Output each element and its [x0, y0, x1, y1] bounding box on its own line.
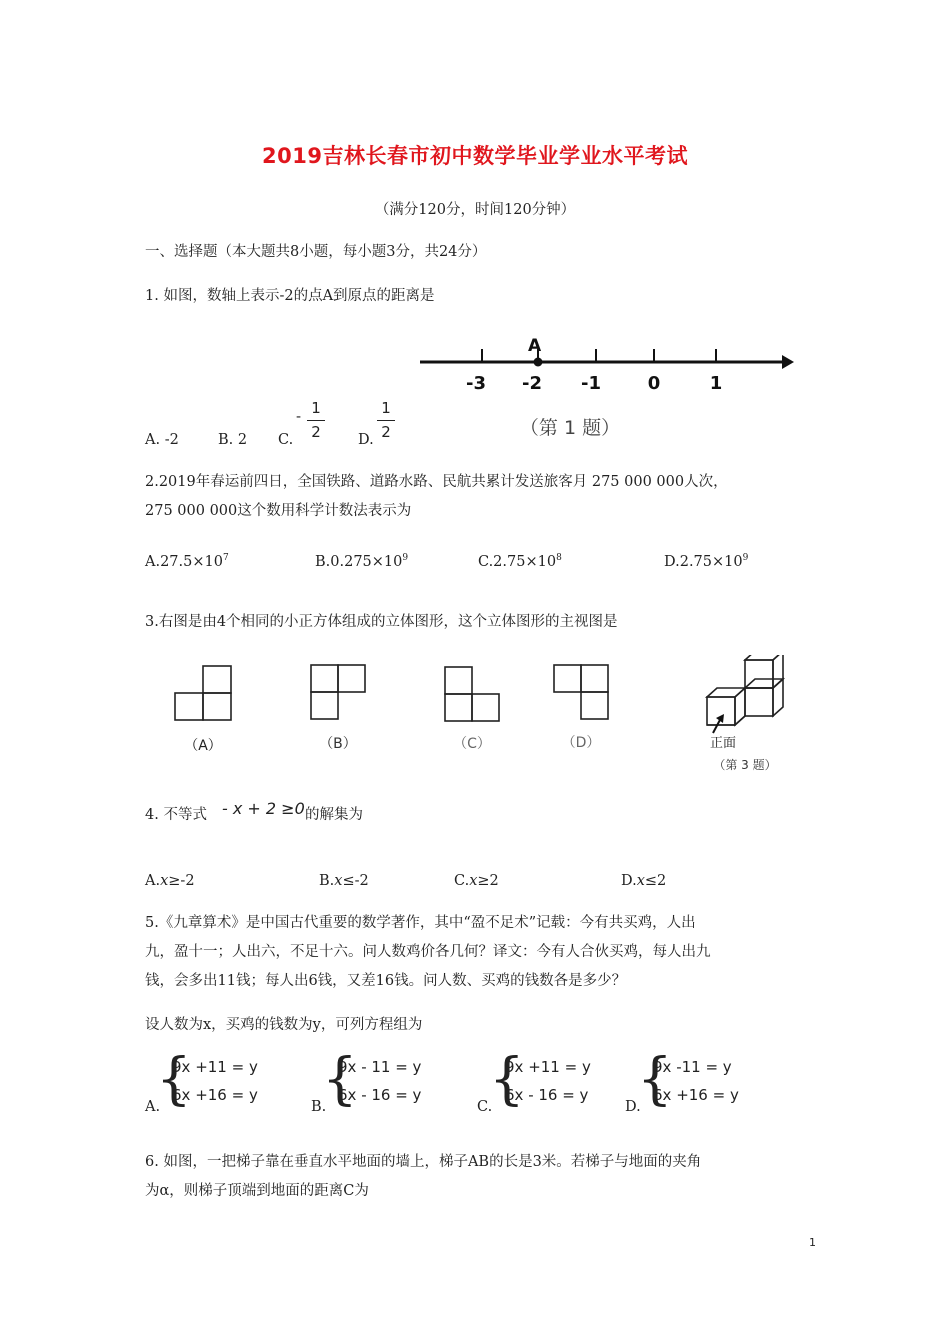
option-variable: x	[469, 873, 478, 889]
system-brace: {	[637, 1047, 673, 1112]
q5-option-a-system	[172, 1053, 258, 1109]
tick-label: 1	[709, 373, 723, 394]
figure-3-caption: （第 3 题）	[713, 758, 777, 772]
view-b-label: （B）	[319, 736, 357, 752]
q1-stem: 1. 如图，数轴上表示-2的点A到原点的距离是	[145, 288, 435, 304]
view-a-label: （A）	[184, 738, 222, 754]
q1-option-d-prefix: D.	[358, 432, 374, 448]
views-figure	[165, 655, 805, 780]
view-a-square	[203, 693, 231, 720]
view-c-label: （C）	[453, 736, 491, 752]
view-c-square	[472, 694, 499, 721]
equation: 6x +16 = y	[172, 1086, 258, 1104]
q2-option-c	[478, 548, 562, 572]
q5-stem-line1: 5.《九章算术》是中国古代重要的数学著作，其中“盈不足术”记载：今有共买鸡，人出	[145, 915, 696, 931]
q1-option-a: A. -2	[145, 432, 179, 448]
page-number: 1	[809, 1236, 816, 1249]
equation: 9x +11 = y	[505, 1058, 591, 1076]
number-line-figure	[410, 330, 800, 445]
view-c-square	[445, 694, 472, 721]
view-d-square	[554, 665, 581, 692]
fraction-numerator: 1	[381, 399, 391, 417]
q4-stem-prefix: 4. 不等式	[145, 807, 207, 823]
option-text: D.2.75×10	[664, 553, 743, 570]
exam-title: 2019吉林长春市初中数学毕业学业水平考试	[262, 144, 688, 168]
q4-option-c	[454, 871, 499, 891]
exam-subtitle: （满分120分，时间120分钟）	[374, 202, 576, 218]
q4-option-d	[621, 871, 666, 891]
option-text: ≥-2	[168, 873, 195, 889]
tick-label: 0	[647, 373, 661, 394]
option-text: A.27.5×10	[145, 553, 223, 570]
exponent: 9	[742, 553, 749, 563]
system-brace: {	[489, 1047, 525, 1112]
exponent: 7	[222, 553, 229, 563]
view-b-square	[338, 665, 365, 692]
q2-option-b	[315, 548, 408, 572]
q1-option-c-fraction	[307, 399, 325, 442]
option-variable: x	[160, 873, 169, 889]
section-heading: 一、选择题（本大题共8小题，每小题3分，共24分）	[145, 244, 487, 260]
view-b-square	[311, 665, 338, 692]
q4-option-a	[145, 871, 195, 891]
exponent: 9	[402, 553, 409, 563]
view-a-square	[203, 666, 231, 693]
equation: 6x - 16 = y	[338, 1086, 422, 1104]
option-letter: D.	[621, 873, 637, 889]
q5-stem-line2: 九，盈十一；人出六，不足十六。问人数鸡价各几何？译文：今有人合伙买鸡，每人出九	[145, 944, 711, 960]
tick-label: -1	[581, 373, 601, 394]
view-d-square	[581, 692, 608, 719]
q3-stem: 3.右图是由4个相同的小正方体组成的立体图形，这个立体图形的主视图是	[145, 614, 618, 630]
equation: 6x - 16 = y	[505, 1086, 589, 1104]
figure-1-caption: （第 1 题）	[519, 417, 621, 439]
exponent: 8	[556, 553, 562, 563]
cube-side-face	[773, 655, 783, 688]
q4-option-b	[319, 871, 369, 891]
option-variable: x	[636, 873, 645, 889]
q2-stem-line1: 2.2019年春运前四日，全国铁路、道路水路、民航共累计发送旅客月 275 000 000人次，	[145, 474, 728, 490]
fraction-denominator: 2	[311, 423, 321, 441]
equation: 9x -11 = y	[653, 1058, 732, 1076]
point-a-label: A	[528, 336, 542, 356]
equation: 9x - 11 = y	[338, 1058, 422, 1076]
q5-option-c-system	[505, 1053, 591, 1109]
equation: 9x +11 = y	[172, 1058, 258, 1076]
q2-stem-line2: 275 000 000这个数用科学计数法表示为	[145, 503, 412, 519]
view-c-square	[445, 667, 472, 694]
option-letter: C.	[454, 873, 470, 889]
q2-option-a	[145, 548, 229, 572]
option-variable: x	[334, 873, 343, 889]
q4-stem-suffix: 的解集为	[305, 807, 363, 823]
option-text: ≤2	[644, 873, 667, 889]
option-text: ≤-2	[342, 873, 369, 889]
q5-stem-line3: 钱，会多出11钱；每人出6钱，又差16钱。问人数、买鸡的钱数各是多少？	[145, 973, 627, 989]
option-letter: B.	[319, 873, 335, 889]
option-text: C.2.75×10	[478, 553, 557, 570]
fraction-numerator: 1	[311, 399, 321, 417]
q1-option-c-prefix: C.	[278, 432, 294, 448]
view-a-square	[175, 693, 203, 720]
option-text: ≥2	[477, 873, 499, 889]
q1-option-d-fraction	[377, 399, 395, 442]
q5-option-c-label: C.	[477, 1099, 493, 1115]
cube-front-face	[745, 688, 773, 716]
fraction-denominator: 2	[381, 423, 391, 441]
tick-label: -3	[466, 373, 486, 394]
q5-option-b-label: B.	[311, 1099, 327, 1115]
view-d-label: （D）	[561, 735, 601, 751]
q4-inequality: - x + 2 ≥0	[222, 799, 305, 818]
equation: 6x +16 = y	[653, 1086, 739, 1104]
front-label: 正面	[710, 736, 737, 751]
q5-stem-line4: 设人数为x，买鸡的钱数为y，可列方程组为	[145, 1017, 423, 1033]
q5-option-a-label: A.	[145, 1099, 161, 1115]
number-line-arrow	[782, 355, 794, 369]
system-brace: {	[322, 1047, 358, 1112]
q6-stem-line2: 为α，则梯子顶端到地面的距离C为	[145, 1183, 369, 1199]
q5-option-d-system	[653, 1053, 739, 1109]
option-letter: A.	[145, 873, 161, 889]
view-d-square	[581, 665, 608, 692]
q6-stem-line1: 6. 如图，一把梯子靠在垂直水平地面的墙上，梯子AB的长是3米。若梯子与地面的夹角	[145, 1154, 702, 1170]
view-b-square	[311, 692, 338, 719]
point-a	[534, 358, 543, 367]
q5-option-d-label: D.	[625, 1099, 641, 1115]
q2-option-d	[664, 548, 748, 572]
q1-option-b: B. 2	[218, 432, 248, 448]
option-text: B.0.275×10	[315, 553, 403, 570]
q5-option-b-system	[338, 1053, 421, 1109]
tick-label: -2	[522, 373, 542, 394]
q1-option-c-sign: -	[296, 407, 302, 425]
system-brace: {	[156, 1047, 192, 1112]
